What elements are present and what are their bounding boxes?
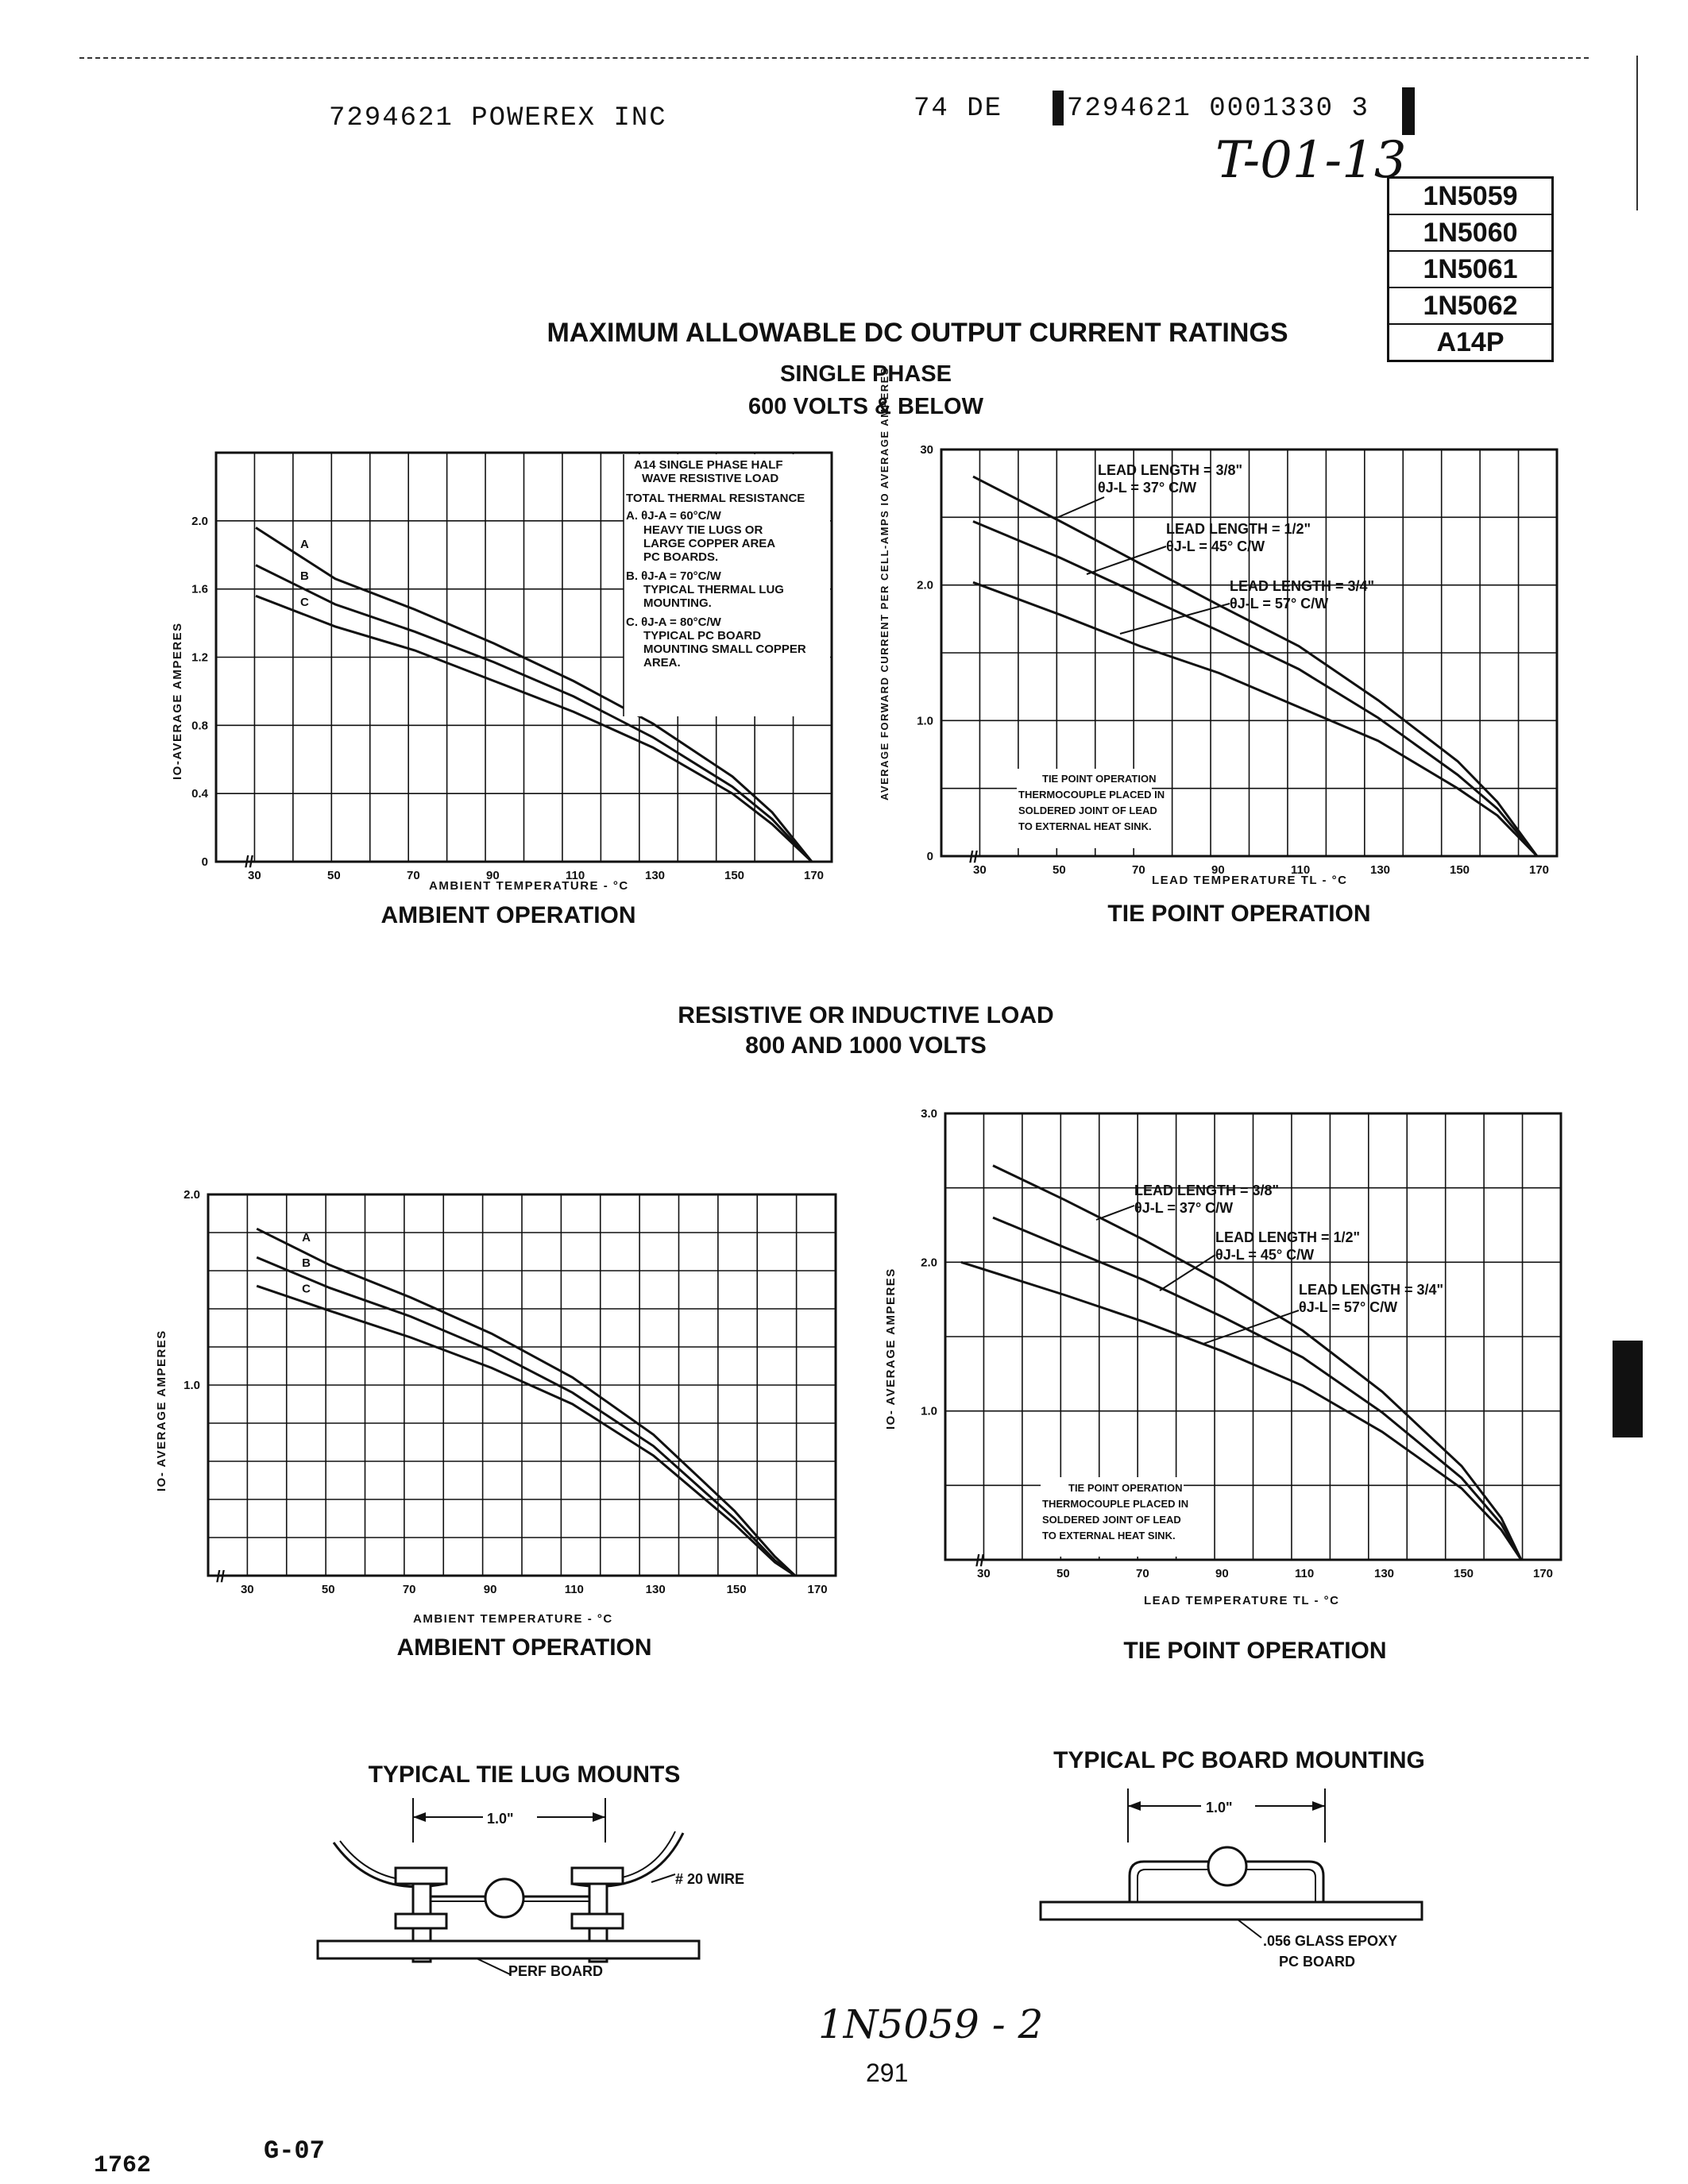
scan-top-rule xyxy=(79,57,1589,59)
chart-tiepoint-600v xyxy=(866,366,1573,896)
series-letter-label: B xyxy=(300,569,309,583)
series-label: LEAD LENGTH = 3/4" xyxy=(1230,578,1375,594)
x-tick-label: 70 xyxy=(402,1583,416,1596)
pc-board-diagram xyxy=(1033,1779,1477,1993)
x-tick-label: 70 xyxy=(1132,863,1145,877)
x-tick-label: 110 xyxy=(1295,1567,1315,1580)
header-left-code: 7294621 POWEREX INC xyxy=(329,103,667,133)
pc-board-title: TYPICAL PC BOARD MOUNTING xyxy=(1053,1747,1425,1773)
header-right-serial: 7294621 0001330 3 xyxy=(1067,94,1369,124)
part-number: 1N5061 xyxy=(1389,252,1551,288)
x-axis-label: LEAD TEMPERATURE TL - °C xyxy=(1152,874,1348,887)
x-tick-label: 150 xyxy=(1454,1567,1474,1580)
series-letter-label: A xyxy=(300,538,309,552)
series-label: LEAD LENGTH = 3/8" xyxy=(1134,1183,1280,1198)
y-tick-label: 1.2 xyxy=(191,650,208,665)
y-tick-label: 1.0 xyxy=(183,1379,200,1392)
x-tick-label: 150 xyxy=(726,1583,747,1596)
x-tick-label: 170 xyxy=(1533,1567,1554,1580)
x-tick-label: 70 xyxy=(407,869,420,882)
y-tick-label: 1.6 xyxy=(191,582,208,596)
x-tick-label: 170 xyxy=(1529,863,1550,877)
series-label: LEAD LENGTH = 1/2" xyxy=(1215,1229,1361,1245)
y-tick-label: 1.0 xyxy=(921,1404,937,1418)
part-number: 1N5059 xyxy=(1389,179,1551,215)
legend-line: TOTAL THERMAL RESISTANCE xyxy=(626,492,805,505)
wire-label: # 20 WIRE xyxy=(675,1871,745,1887)
x-tick-label: 90 xyxy=(1211,863,1225,877)
y-axis-label: AVERAGE FORWARD CURRENT PER CELL-AMPS IO AVERAGE AMPERES xyxy=(879,366,890,801)
series-theta: θJ-L = 37° C/W xyxy=(1134,1200,1234,1216)
part-number: A14P xyxy=(1436,327,1505,357)
chart-tiepoint-800-1000v xyxy=(874,1096,1581,1620)
chart-caption: TIE POINT OPERATION xyxy=(1107,901,1371,927)
series-line xyxy=(257,1286,795,1576)
right-edge-rule xyxy=(1636,56,1638,210)
x-tick-label: 150 xyxy=(1450,863,1470,877)
part-number: 1N5060 xyxy=(1389,215,1551,252)
note-line: THERMOCOUPLE PLACED IN xyxy=(1018,789,1165,801)
series-theta: θJ-L = 57° C/W xyxy=(1230,596,1329,612)
x-tick-label: 130 xyxy=(645,869,666,882)
legend-line: MOUNTING SMALL COPPER xyxy=(643,642,806,656)
page-number: 291 xyxy=(866,2059,909,2087)
note-line: TO EXTERNAL HEAT SINK. xyxy=(1042,1530,1176,1542)
header-black-block-2 xyxy=(1402,87,1415,135)
x-tick-label: 50 xyxy=(327,869,341,882)
legend-line: WAVE RESISTIVE LOAD xyxy=(642,472,779,485)
note-line: TO EXTERNAL HEAT SINK. xyxy=(1018,820,1152,832)
series-letter-label: C xyxy=(302,1282,311,1296)
x-tick-label: 130 xyxy=(1374,1567,1395,1580)
y-tick-label: 0 xyxy=(926,850,933,863)
x-tick-label: 50 xyxy=(1053,863,1066,877)
handwritten-code: T-01-13 xyxy=(1215,131,1407,190)
legend-line: PC BOARDS. xyxy=(643,550,719,564)
y-tick-label: 30 xyxy=(920,443,933,457)
y-tick-label: 2.0 xyxy=(191,514,208,528)
tie-lug-diagram xyxy=(302,1795,794,1978)
y-tick-label: 3.0 xyxy=(921,1107,937,1121)
x-axis-label: AMBIENT TEMPERATURE - °C xyxy=(413,1612,613,1626)
series-letter-label: A xyxy=(302,1230,311,1244)
chart-ambient-600v xyxy=(143,438,842,899)
series-letter-label: B xyxy=(302,1256,311,1271)
legend-line: LARGE COPPER AREA xyxy=(643,537,776,550)
header-right-code: 74 DE xyxy=(914,94,1003,124)
pc-board-label: PC BOARD xyxy=(1279,1954,1356,1970)
series-label: LEAD LENGTH = 3/8" xyxy=(1098,462,1243,478)
legend-line: TYPICAL THERMAL LUG xyxy=(643,583,784,596)
series-theta: θJ-L = 45° C/W xyxy=(1215,1247,1315,1263)
x-tick-label: 110 xyxy=(1291,863,1311,877)
y-tick-label: 1.0 xyxy=(917,714,933,728)
axis-break: // xyxy=(975,1553,985,1570)
x-tick-label: 130 xyxy=(1370,863,1391,877)
series-line xyxy=(257,1257,795,1576)
x-tick-label: 30 xyxy=(977,1567,991,1580)
x-tick-label: 110 xyxy=(564,1583,584,1596)
series-theta: θJ-L = 57° C/W xyxy=(1299,1299,1398,1315)
section1-subtitle-2: 600 VOLTS & BELOW xyxy=(748,394,983,419)
y-axis-label: IO- AVERAGE AMPERES xyxy=(155,1329,168,1491)
legend-line: AREA. xyxy=(643,656,681,669)
x-tick-label: 30 xyxy=(973,863,987,877)
axis-break: // xyxy=(245,854,254,871)
y-tick-label: 0.4 xyxy=(191,787,208,801)
legend-line: C. θJ-A = 80°C/W xyxy=(626,615,721,629)
x-tick-label: 90 xyxy=(486,869,500,882)
footer-left-code: 1762 xyxy=(94,2152,152,2179)
note-line: TIE POINT OPERATION xyxy=(1042,773,1157,785)
section1-subtitle-1: SINGLE PHASE xyxy=(780,361,952,387)
glass-epoxy-label: .056 GLASS EPOXY xyxy=(1263,1933,1398,1949)
axis-break: // xyxy=(969,849,979,866)
y-tick-label: 2.0 xyxy=(183,1188,200,1202)
y-axis-label: IO- AVERAGE AMPERES xyxy=(884,1268,898,1430)
margin-tab xyxy=(1613,1341,1643,1437)
section1-title: MAXIMUM ALLOWABLE DC OUTPUT CURRENT RATINGS xyxy=(547,318,1288,348)
x-tick-label: 170 xyxy=(804,869,825,882)
footer-section-code: G-07 xyxy=(264,2136,325,2166)
legend-line: TYPICAL PC BOARD xyxy=(643,629,762,642)
legend-line: HEAVY TIE LUGS OR xyxy=(643,523,763,537)
series-line xyxy=(257,1229,795,1576)
perf-board-label: PERF BOARD xyxy=(508,1963,604,1979)
x-tick-label: 170 xyxy=(807,1583,828,1596)
tie-lug-title: TYPICAL TIE LUG MOUNTS xyxy=(368,1761,681,1788)
x-tick-label: 90 xyxy=(1215,1567,1229,1580)
dimension-label: 1.0" xyxy=(1206,1800,1233,1815)
x-tick-label: 50 xyxy=(1056,1567,1070,1580)
series-label: LEAD LENGTH = 3/4" xyxy=(1299,1282,1444,1298)
x-tick-label: 70 xyxy=(1136,1567,1149,1580)
y-tick-label: 0 xyxy=(201,855,208,869)
x-tick-label: 150 xyxy=(724,869,745,882)
series-letter-label: C xyxy=(300,596,309,610)
y-tick-label: 2.0 xyxy=(917,578,933,592)
handwritten-reference: 1N5059 - 2 xyxy=(818,2001,1044,2047)
chart-ambient-800-1000v xyxy=(143,1174,850,1634)
y-tick-label: 0.8 xyxy=(191,719,208,733)
note-line: TIE POINT OPERATION xyxy=(1068,1482,1183,1494)
dimension-label: 1.0" xyxy=(487,1811,514,1827)
x-tick-label: 110 xyxy=(566,869,585,882)
y-tick-label: 2.0 xyxy=(921,1256,937,1270)
x-tick-label: 130 xyxy=(645,1583,666,1596)
series-theta: θJ-L = 45° C/W xyxy=(1166,538,1265,554)
x-axis-label: AMBIENT TEMPERATURE - °C xyxy=(429,879,629,893)
legend-line: MOUNTING. xyxy=(643,596,712,610)
series-theta: θJ-L = 37° C/W xyxy=(1098,480,1197,496)
legend-line: B. θJ-A = 70°C/W xyxy=(626,569,721,583)
x-tick-label: 30 xyxy=(240,1583,254,1596)
y-axis-label: IO-AVERAGE AMPERES xyxy=(171,622,184,780)
x-tick-label: 30 xyxy=(248,869,261,882)
chart-caption: AMBIENT OPERATION xyxy=(380,902,636,928)
note-line: SOLDERED JOINT OF LEAD xyxy=(1042,1514,1181,1526)
note-line: THERMOCOUPLE PLACED IN xyxy=(1042,1498,1189,1510)
section2-title-2: 800 AND 1000 VOLTS xyxy=(745,1032,987,1059)
series-label: LEAD LENGTH = 1/2" xyxy=(1166,521,1311,537)
note-line: SOLDERED JOINT OF LEAD xyxy=(1018,805,1157,816)
legend-line: A. θJ-A = 60°C/W xyxy=(626,509,721,523)
header-black-block xyxy=(1053,91,1064,125)
x-tick-label: 50 xyxy=(321,1583,335,1596)
chart-caption: AMBIENT OPERATION xyxy=(396,1634,652,1661)
chart-caption: TIE POINT OPERATION xyxy=(1123,1638,1387,1664)
part-number: 1N5062 xyxy=(1389,288,1551,325)
legend-line: A14 SINGLE PHASE HALF xyxy=(634,458,783,472)
section2-title-1: RESISTIVE OR INDUCTIVE LOAD xyxy=(678,1002,1054,1028)
axis-break: // xyxy=(216,1569,226,1586)
x-axis-label: LEAD TEMPERATURE TL - °C xyxy=(1144,1594,1340,1607)
x-tick-label: 90 xyxy=(483,1583,497,1596)
